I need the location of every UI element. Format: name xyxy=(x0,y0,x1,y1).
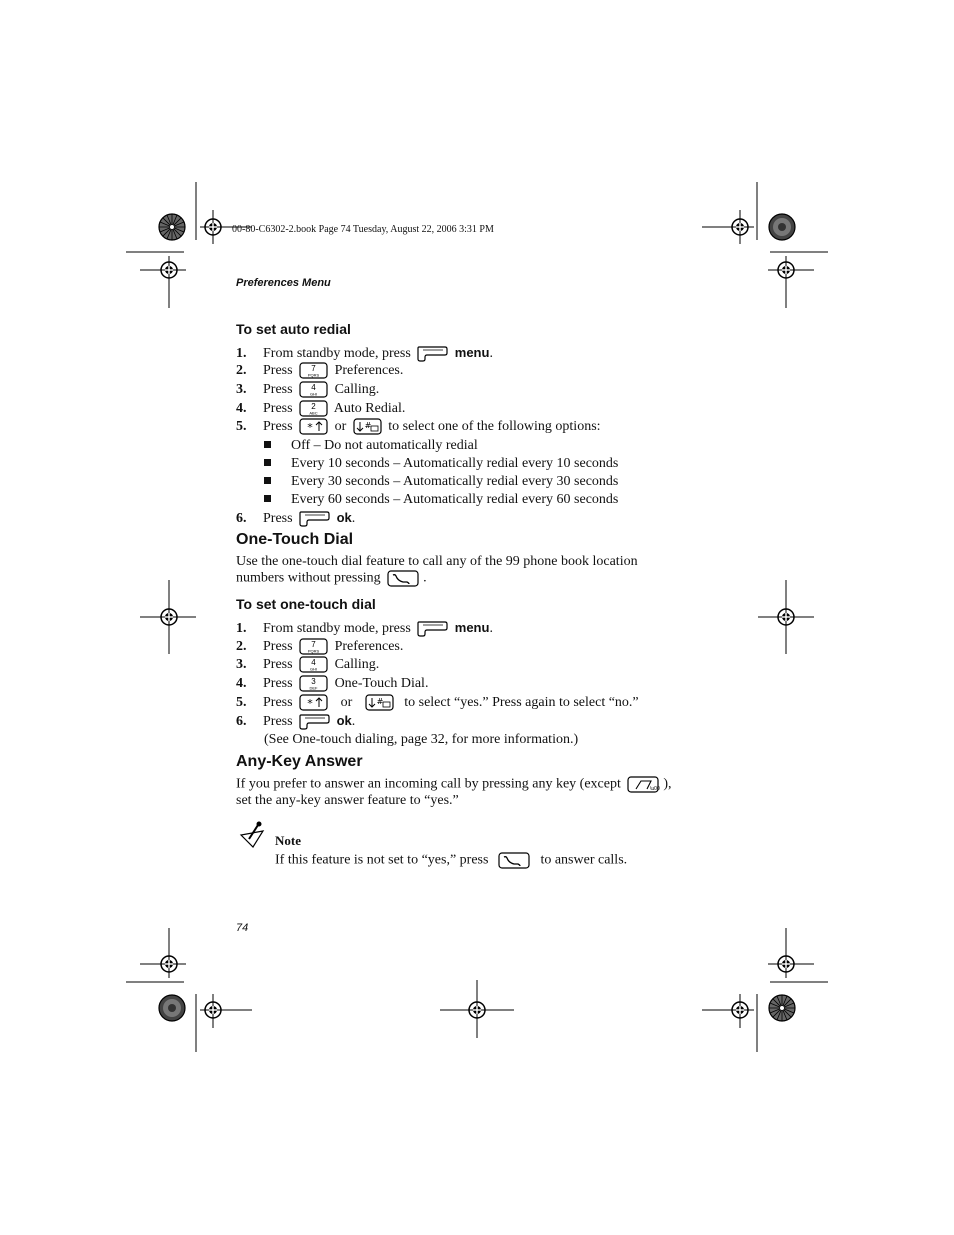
key-star-icon xyxy=(299,694,328,711)
key-7-icon xyxy=(299,362,328,379)
svg-text:#: # xyxy=(376,697,384,707)
svg-text:7: 7 xyxy=(311,364,316,374)
key-hash-icon xyxy=(365,694,394,711)
auto-redial-step-1: 1. From standby mode, press menu. xyxy=(236,345,493,361)
book-header: 00-80-C6302-2.book Page 74 Tuesday, August 22, 2006 3:31 PM xyxy=(232,224,494,235)
key-7-icon xyxy=(299,638,328,655)
one-touch-step-4: 4. Press 3 DEF One-Touch Dial. xyxy=(236,676,429,691)
softkey-icon xyxy=(417,345,448,362)
end-key-icon xyxy=(627,776,660,793)
key-4-icon xyxy=(299,381,328,398)
auto-redial-option: Every 60 seconds – Automatically redial every 60 seconds xyxy=(264,491,618,509)
svg-text:GHI: GHI xyxy=(310,666,318,672)
one-touch-dial-heading: One-Touch Dial xyxy=(236,531,354,548)
svg-text:*: * xyxy=(307,697,313,711)
auto-redial-option: Every 10 seconds – Automatically redial every 10 seconds xyxy=(264,455,618,473)
auto-redial-step-2: 2. Press 7 PQRS Preferences. xyxy=(236,363,404,378)
svg-text:PQRS: PQRS xyxy=(307,372,320,378)
note-title: Note xyxy=(275,833,301,848)
softkey-icon xyxy=(299,510,330,527)
auto-redial-step-4: 4. Press 2 ABC Auto Redial. xyxy=(236,401,406,416)
key-4-icon xyxy=(299,656,328,673)
key-2-icon xyxy=(299,400,328,417)
one-touch-dial-subheading: To set one-touch dial xyxy=(236,596,376,612)
svg-text:GHI: GHI xyxy=(310,391,318,397)
key-star-icon xyxy=(299,418,328,435)
any-key-answer-body: If you prefer to answer an incoming call by pressing any key (except ), set the any-key answer feature to “yes.” xyxy=(236,776,672,808)
auto-redial-heading: To set auto redial xyxy=(236,321,351,337)
one-touch-step-2: 2. Press 7 PQRS Preferences. xyxy=(236,639,404,654)
one-touch-step-6: 6. Press ok. xyxy=(236,713,356,729)
one-touch-dial-intro: Use the one-touch dial feature to call any of the 99 phone book location numbers without pressing . xyxy=(236,554,638,586)
auto-redial-step-6: 6. Press ok. xyxy=(236,510,356,526)
svg-text:7: 7 xyxy=(311,640,316,650)
softkey-icon xyxy=(417,620,448,637)
svg-text:PQRS: PQRS xyxy=(307,648,320,654)
running-head: Preferences Menu xyxy=(236,277,331,289)
talk-key-icon xyxy=(387,570,420,587)
svg-text:ABC: ABC xyxy=(309,410,318,416)
note-text: If this feature is not set to “yes,” press to answer calls. xyxy=(275,852,628,868)
svg-text:4: 4 xyxy=(311,658,316,668)
auto-redial-step-5: 5. Press * or # to select one of the following options: xyxy=(236,419,601,435)
key-3-icon xyxy=(299,675,328,692)
auto-redial-option: Off – Do not automatically redial xyxy=(264,437,478,455)
one-touch-step-5: 5. Press * or # to select “yes.” Press again to select “no.” xyxy=(236,695,639,711)
talk-key-icon xyxy=(498,852,531,869)
svg-text:3: 3 xyxy=(311,677,316,687)
svg-text:2: 2 xyxy=(311,402,316,412)
svg-text:*: * xyxy=(307,421,313,435)
any-key-answer-heading: Any-Key Answer xyxy=(236,753,363,770)
key-hash-icon xyxy=(353,418,382,435)
svg-text:DEF: DEF xyxy=(309,685,318,691)
auto-redial-step-3: 3. Press 4 GHI Calling. xyxy=(236,382,380,397)
page-number: 74 xyxy=(236,922,249,934)
one-touch-reference: (See One-touch dialing, page 32, for more information.) xyxy=(264,732,579,747)
one-touch-step-3: 3. Press 4 GHI Calling. xyxy=(236,657,380,672)
auto-redial-option: Every 30 seconds – Automatically redial every 30 seconds xyxy=(264,473,618,491)
note-pen-icon xyxy=(239,821,265,849)
svg-text:#: # xyxy=(364,421,372,431)
one-touch-step-1: 1. From standby mode, press menu. xyxy=(236,620,493,636)
softkey-icon xyxy=(299,713,330,730)
svg-text:4: 4 xyxy=(311,383,316,393)
